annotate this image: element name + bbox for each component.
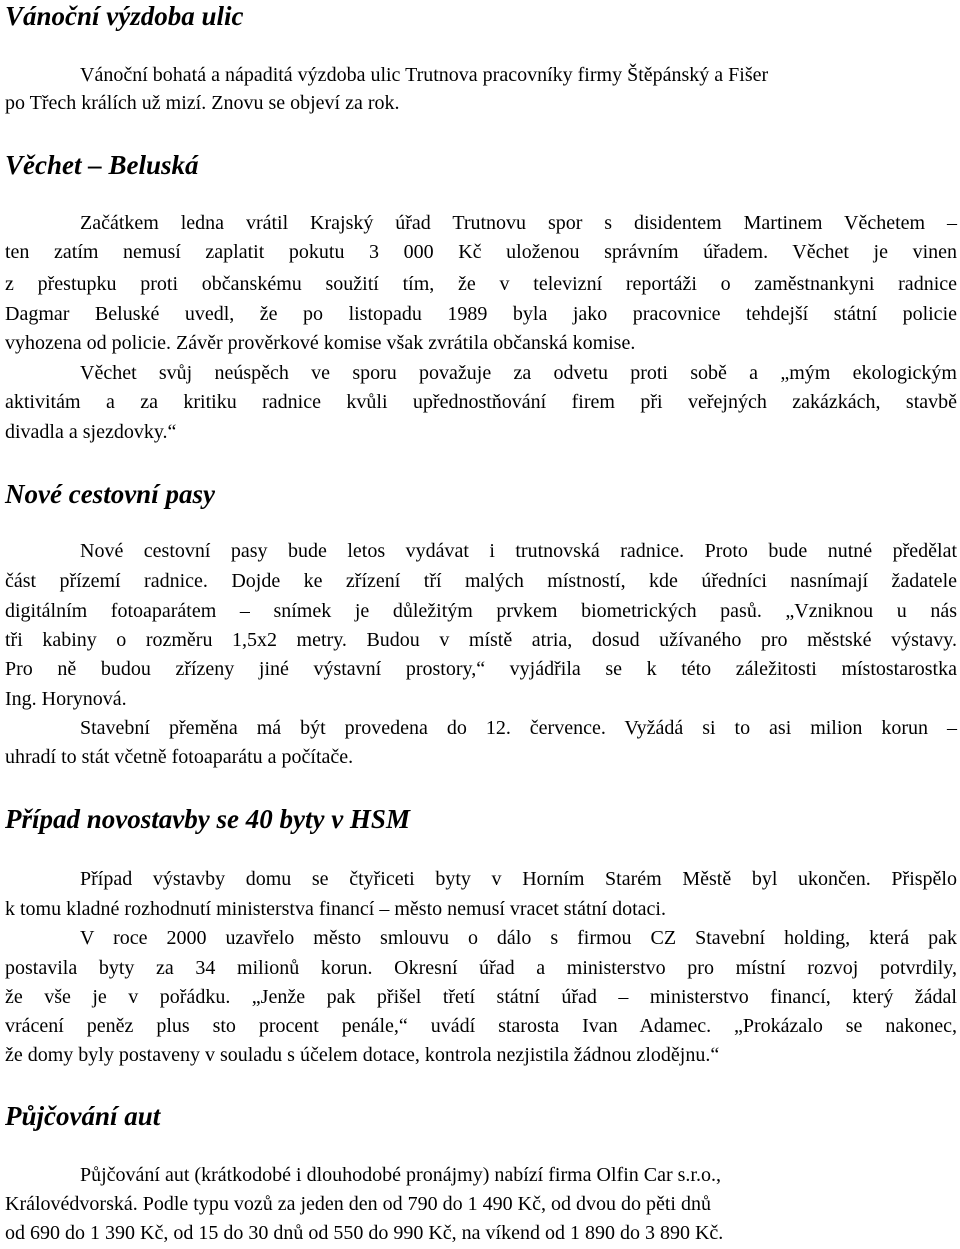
paragraph-line: ten zatím nemusí zaplatit pokutu 3 000 Kč uloženou správním úřadem. Věchet je vinen bbox=[5, 241, 957, 263]
paragraph-line: část přízemí radnice. Dojde ke zřízení tří malých místností, kde úředníci nasnímají žadatele bbox=[5, 570, 957, 592]
paragraph-line: Začátkem ledna vrátil Krajský úřad Trutnovu spor s disidentem Martinem Věchetem – bbox=[80, 212, 957, 234]
paragraph-line: V roce 2000 uzavřelo město smlouvu o dálo s firmou CZ Stavební holding, která pak bbox=[80, 927, 957, 949]
section-title: Věchet – Beluská bbox=[5, 150, 199, 180]
section-title: Půjčování aut bbox=[5, 1101, 161, 1131]
paragraph-line: vyhozena od policie. Závěr prověrkové komise však zvrátila občanská komise. bbox=[5, 332, 636, 354]
section-title: Nové cestovní pasy bbox=[5, 479, 215, 509]
paragraph-line: vrácení peněz plus sto procent penále,“ uvádí starosta Ivan Adamec. „Prokázalo se nakonec, bbox=[5, 1015, 957, 1037]
section-title: Případ novostavby se 40 byty v HSM bbox=[5, 804, 410, 834]
paragraph-line: Vánoční bohatá a nápaditá výzdoba ulic Trutnova pracovníky firmy Štěpánský a Fišer bbox=[80, 64, 769, 86]
paragraph-line: k tomu kladné rozhodnutí ministerstva financí – město nemusí vracet státní dotaci. bbox=[5, 898, 666, 920]
paragraph-line: že domy byly postaveny v souladu s účelem dotace, kontrola nezjistila žádnou zlodějnu.“ bbox=[5, 1044, 720, 1066]
paragraph-line: Půjčování aut (krátkodobé i dlouhodobé pronájmy) nabízí firma Olfin Car s.r.o., bbox=[80, 1164, 721, 1186]
paragraph-line: Ing. Horynová. bbox=[5, 688, 127, 710]
paragraph-line: že vše je v pořádku. „Jenže pak přišel třetí státní úřad – ministerstvo financí, který žádal bbox=[5, 986, 957, 1008]
paragraph-line: uhradí to stát včetně fotoaparátu a počítače. bbox=[5, 746, 354, 768]
paragraph-line: postavila byty za 34 milionů korun. Okresní úřad a ministerstvo pro místní rozvoj potvrdily, bbox=[5, 957, 957, 979]
paragraph-line: tři kabiny o rozměru 1,5x2 metry. Budou v místě atria, dosud užívaného pro městské výstavy. bbox=[5, 629, 957, 651]
paragraph-line: Královédvorská. Podle typu vozů za jeden den od 790 do 1 490 Kč, od dvou do pěti dnů bbox=[5, 1193, 711, 1215]
paragraph-line: Stavební přeměna má být provedena do 12. července. Vyžádá si to asi milion korun – bbox=[80, 717, 957, 739]
paragraph-line: po Třech králích už mizí. Znovu se objeví za rok. bbox=[5, 92, 400, 114]
paragraph-line: aktivitám a za kritiku radnice kvůli upřednostňování firem při veřejných zakázkách, stavbě bbox=[5, 391, 957, 413]
paragraph-line: od 690 do 1 390 Kč, od 15 do 30 dnů od 550 do 990 Kč, na víkend od 1 890 do 3 890 Kč. bbox=[5, 1222, 724, 1244]
paragraph-line: Pro ně budou zřízeny jiné výstavní prostory,“ vyjádřila se k této záležitosti místostarostka bbox=[5, 658, 957, 680]
paragraph-line: Případ výstavby domu se čtyřiceti byty v Horním Starém Městě byl ukončen. Přispělo bbox=[80, 868, 957, 890]
paragraph-line: Dagmar Beluské uvedl, že po listopadu 1989 byla jako pracovnice tehdejší státní policie bbox=[5, 303, 957, 325]
paragraph-line: z přestupku proti občanskému soužití tím, že v televizní reportáži o zaměstnankyni radnice bbox=[5, 273, 957, 295]
paragraph-line: digitálním fotoaparátem – snímek je důležitým prvkem biometrických pasů. „Vzniknou u nás bbox=[5, 600, 957, 622]
section-title: Vánoční výzdoba ulic bbox=[5, 1, 244, 31]
paragraph-line: divadla a sjezdovky.“ bbox=[5, 421, 177, 443]
paragraph-line: Věchet svůj neúspěch ve sporu považuje za odvetu proti sobě a „mým ekologickým bbox=[80, 362, 957, 384]
paragraph-line: Nové cestovní pasy bude letos vydávat i trutnovská radnice. Proto bude nutné předělat bbox=[80, 540, 957, 562]
